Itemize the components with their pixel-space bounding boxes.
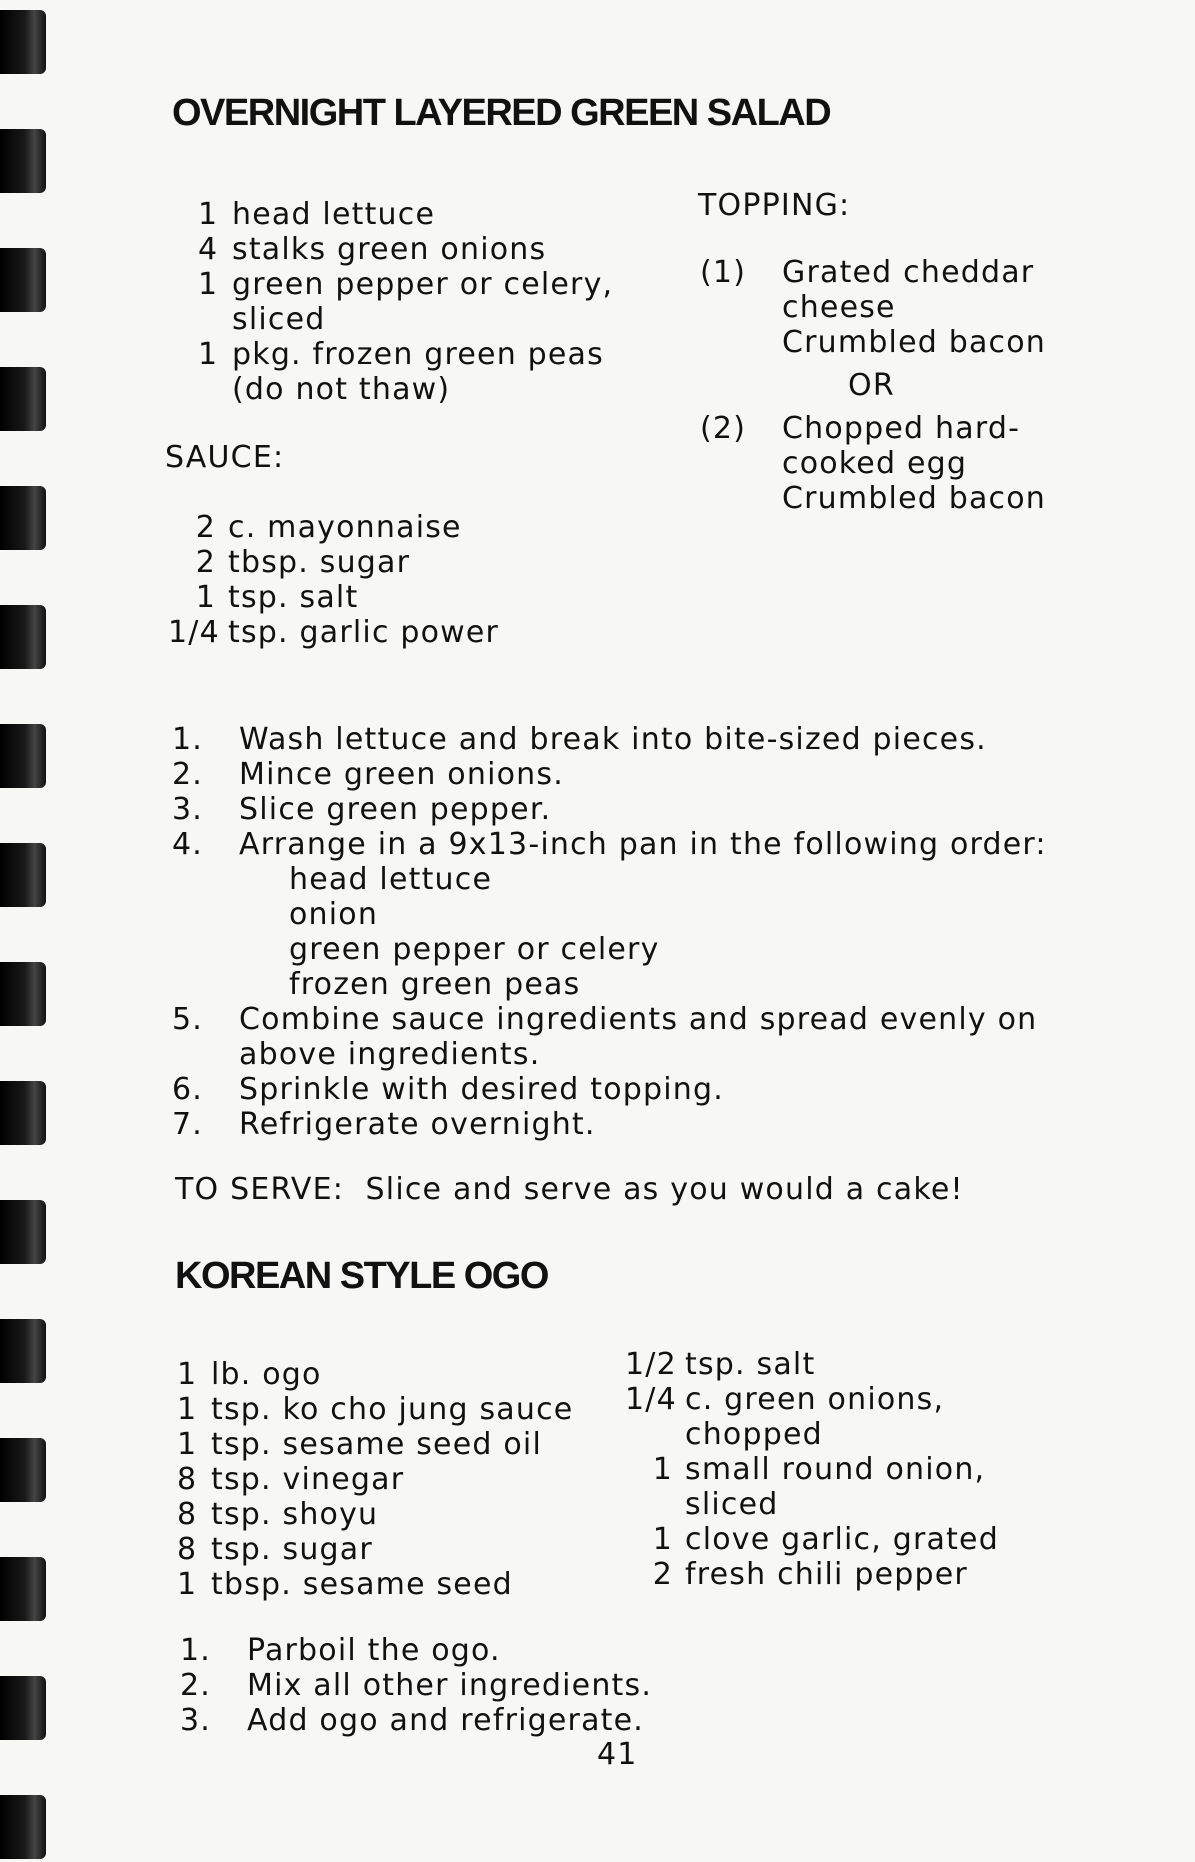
step-subitem: green pepper or celery [289, 932, 660, 967]
topping-line: cheese [782, 290, 896, 325]
binding-ring [0, 486, 46, 550]
step-text: Refrigerate overnight. [239, 1107, 596, 1142]
ingredient-item [625, 1557, 999, 1592]
step-text: Mix all other ingredients. [247, 1668, 653, 1703]
binding-ring [0, 724, 46, 788]
serve-text: Slice and serve as you would a cake! [365, 1172, 964, 1207]
ingredient-qty: 1 [198, 337, 219, 372]
step-item [172, 757, 1047, 792]
ingredient-item [177, 1392, 573, 1427]
ingredient-item [625, 1382, 999, 1452]
spiral-binding [0, 0, 50, 1862]
step-subitem: head lettuce [289, 862, 493, 897]
ingredient-qty: 1 [177, 1427, 198, 1462]
serve-label: TO SERVE: [175, 1172, 345, 1207]
step-continuation: above ingredients. [239, 1037, 541, 1072]
recipe-title-salad: OVERNIGHT LAYERED GREEN SALAD [172, 92, 831, 134]
topping-line: Crumbled bacon [782, 481, 1047, 516]
ingredient-qty: 2 [652, 1557, 673, 1592]
step-number: 7. [172, 1107, 204, 1142]
step-number: 6. [172, 1072, 204, 1107]
binding-ring [0, 1557, 46, 1621]
topping-number: (2) [700, 411, 747, 446]
ingredient-text: tsp. salt [685, 1347, 816, 1382]
ingredient-item [177, 1462, 573, 1497]
sauce-ingredient-list [168, 510, 499, 650]
ingredient-item [177, 1567, 573, 1602]
step-text: Mince green onions. [239, 757, 564, 792]
ingredient-text: tbsp. sesame seed [211, 1567, 513, 1602]
step-item [172, 1072, 1047, 1107]
ingredient-item [625, 1522, 999, 1557]
step-subitem: frozen green peas [289, 967, 581, 1002]
ingredient-item [177, 1532, 573, 1567]
topping-number: (1) [700, 255, 747, 290]
ingredient-text: pkg. frozen green peas [232, 337, 604, 372]
ingredient-text: tsp. ko cho jung sauce [211, 1392, 574, 1427]
ingredient-text: c. green onions, [685, 1382, 945, 1417]
ingredient-text: stalks green onions [232, 232, 547, 267]
ingredient-text: tbsp. sugar [228, 545, 411, 580]
ingredient-qty: 1 [652, 1522, 673, 1557]
step-item [172, 1107, 1047, 1142]
ingredient-qty: 1 [177, 1392, 198, 1427]
ingredient-text: head lettuce [232, 197, 436, 232]
ingredient-qty: 1 [177, 1567, 198, 1602]
ingredient-text: tsp. salt [228, 580, 359, 615]
ingredient-item [198, 232, 613, 267]
binding-ring [0, 843, 46, 907]
step-text: Parboil the ogo. [247, 1633, 501, 1668]
ingredient-qty: 1 [198, 267, 219, 302]
ingredient-continuation: sliced [685, 1487, 779, 1522]
ingredient-text: tsp. vinegar [211, 1462, 405, 1497]
binding-ring [0, 129, 46, 193]
binding-ring [0, 367, 46, 431]
ingredient-item [198, 337, 613, 407]
ingredient-qty: 2 [195, 510, 216, 545]
topping-label: TOPPING: [698, 188, 851, 223]
ingredient-item [177, 1357, 573, 1392]
step-number: 1. [180, 1633, 212, 1668]
step-number: 3. [180, 1703, 212, 1738]
topping-text [782, 255, 1046, 360]
ingredient-qty: 1/4 [168, 615, 220, 650]
ingredient-text: fresh chili pepper [685, 1557, 968, 1592]
step-number: 1. [172, 722, 204, 757]
step-number: 4. [172, 827, 204, 862]
sauce-label: SAUCE: [165, 440, 285, 475]
ingredient-item [625, 1347, 999, 1382]
step-text: Add ogo and refrigerate. [247, 1703, 645, 1738]
step-item [172, 722, 1047, 757]
step-number: 5. [172, 1002, 204, 1037]
ingredient-continuation: sliced [232, 302, 326, 337]
ingredient-text: tsp. shoyu [211, 1497, 379, 1532]
step-number: 3. [172, 792, 204, 827]
step-item [180, 1703, 652, 1738]
step-text: Sprinkle with desired topping. [239, 1072, 724, 1107]
salad-ingredient-list [198, 197, 613, 407]
ingredient-item [177, 1497, 573, 1532]
binding-ring [0, 1319, 46, 1383]
ingredient-continuation: chopped [685, 1417, 823, 1452]
ingredient-qty: 8 [177, 1532, 198, 1567]
serve-note [175, 1172, 964, 1207]
topping-line: Crumbled bacon [782, 325, 1047, 360]
ingredient-qty: 1 [195, 580, 216, 615]
salad-steps-list [172, 722, 1047, 1142]
binding-ring [0, 10, 46, 74]
step-item [180, 1668, 652, 1703]
ogo-ingredient-list-left [177, 1357, 573, 1602]
binding-ring [0, 1676, 46, 1740]
ingredient-qty: 8 [177, 1497, 198, 1532]
ingredient-text: tsp. sesame seed oil [211, 1427, 542, 1462]
step-item [172, 827, 1047, 1002]
ingredient-qty: 1 [198, 197, 219, 232]
step-number: 2. [180, 1668, 212, 1703]
step-item [172, 792, 1047, 827]
ingredient-item [168, 510, 499, 545]
binding-ring [0, 1795, 46, 1859]
binding-ring [0, 1200, 46, 1264]
step-number: 2. [172, 757, 204, 792]
topping-text [782, 411, 1046, 516]
ingredient-qty: 1 [652, 1452, 673, 1487]
ingredient-text: small round onion, [685, 1452, 986, 1487]
ingredient-qty: 1/2 [625, 1347, 677, 1382]
topping-line: Grated cheddar [782, 255, 1035, 290]
ingredient-qty: 4 [198, 232, 219, 267]
ingredient-text: tsp. garlic power [228, 615, 500, 650]
step-item [180, 1633, 652, 1668]
ogo-ingredient-list-right [625, 1347, 999, 1592]
ingredient-item [625, 1452, 999, 1522]
ingredient-text: c. mayonnaise [228, 510, 462, 545]
ingredient-item [168, 580, 499, 615]
topping-option [700, 411, 1046, 516]
topping-line: cooked egg [782, 446, 968, 481]
topping-or: OR [848, 368, 895, 403]
ingredient-text: green pepper or celery, [232, 267, 614, 302]
ingredient-text: tsp. sugar [211, 1532, 373, 1567]
page-number: 41 [597, 1737, 638, 1772]
ingredient-qty: 1/4 [625, 1382, 677, 1417]
ingredient-qty: 2 [195, 545, 216, 580]
ingredient-item [177, 1427, 573, 1462]
ingredient-continuation: (do not thaw) [232, 372, 451, 407]
binding-ring [0, 1081, 46, 1145]
binding-ring [0, 605, 46, 669]
step-text: Combine sauce ingredients and spread evenly on [239, 1002, 1038, 1037]
binding-ring [0, 1438, 46, 1502]
step-text: Slice green pepper. [239, 792, 552, 827]
ogo-steps-list [180, 1633, 652, 1738]
binding-ring [0, 962, 46, 1026]
binding-ring [0, 248, 46, 312]
ingredient-text: clove garlic, grated [685, 1522, 999, 1557]
step-subitem: onion [289, 897, 379, 932]
ingredient-text: lb. ogo [211, 1357, 322, 1392]
recipe-title-ogo: KOREAN STYLE OGO [175, 1255, 548, 1297]
ingredient-item [198, 197, 613, 232]
topping-line: Chopped hard- [782, 411, 1021, 446]
ingredient-qty: 8 [177, 1462, 198, 1497]
ingredient-item [168, 545, 499, 580]
ingredient-item [168, 615, 499, 650]
topping-option [700, 255, 1046, 360]
step-text: Wash lettuce and break into bite-sized pieces. [239, 722, 987, 757]
ingredient-item [198, 267, 613, 337]
topping-list [700, 255, 1046, 516]
step-item [172, 1002, 1047, 1072]
step-text: Arrange in a 9x13-inch pan in the following order: [239, 827, 1047, 862]
ingredient-qty: 1 [177, 1357, 198, 1392]
